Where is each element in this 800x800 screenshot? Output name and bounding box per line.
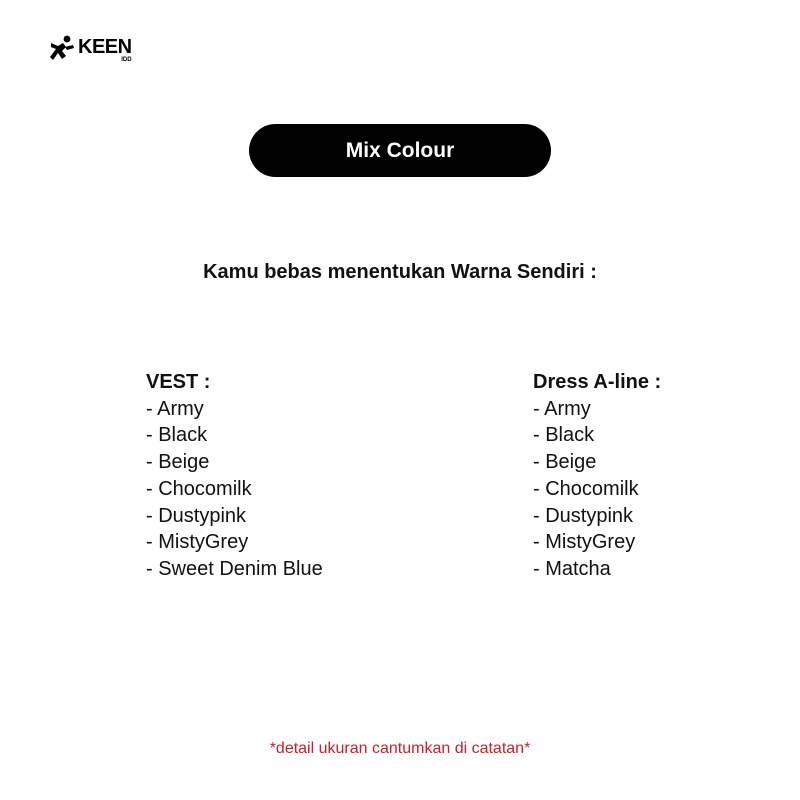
brand-sub: IDD	[121, 57, 132, 63]
list-item: - Dustypink	[146, 504, 247, 527]
list-item: - Chocomilk	[146, 477, 252, 500]
mix-colour-banner	[249, 124, 551, 177]
list-item: - Army	[146, 397, 204, 420]
list-item: - MistyGrey	[146, 531, 249, 554]
list-item: - Sweet Denim Blue	[146, 557, 323, 580]
brand-name	[78, 34, 132, 63]
vest-items	[146, 396, 323, 583]
dress-items	[533, 396, 661, 583]
list-item: - Beige	[146, 451, 210, 474]
dress-color-list	[533, 369, 661, 583]
list-item: - Chocomilk	[533, 477, 639, 500]
list-item: - MistyGrey	[533, 531, 636, 554]
brand-name-text: KEEN	[78, 36, 132, 58]
dress-title: Dress A-line :	[533, 371, 662, 393]
subtitle: Kamu bebas menentukan Warna Sendiri :	[203, 261, 597, 283]
list-item: - Army	[533, 397, 591, 420]
list-item: - Black	[533, 424, 595, 447]
list-item: - Black	[146, 424, 208, 447]
vest-color-list	[146, 369, 323, 583]
vest-title: VEST :	[146, 371, 211, 393]
running-figure-icon	[48, 34, 76, 64]
list-item: - Dustypink	[533, 504, 634, 527]
footer-note: *detail ukuran cantumkan di catatan*	[269, 740, 531, 757]
list-item: - Beige	[533, 451, 597, 474]
mix-colour-label: Mix Colour	[345, 138, 455, 162]
list-item: - Matcha	[533, 557, 611, 580]
brand-logo	[48, 34, 132, 68]
